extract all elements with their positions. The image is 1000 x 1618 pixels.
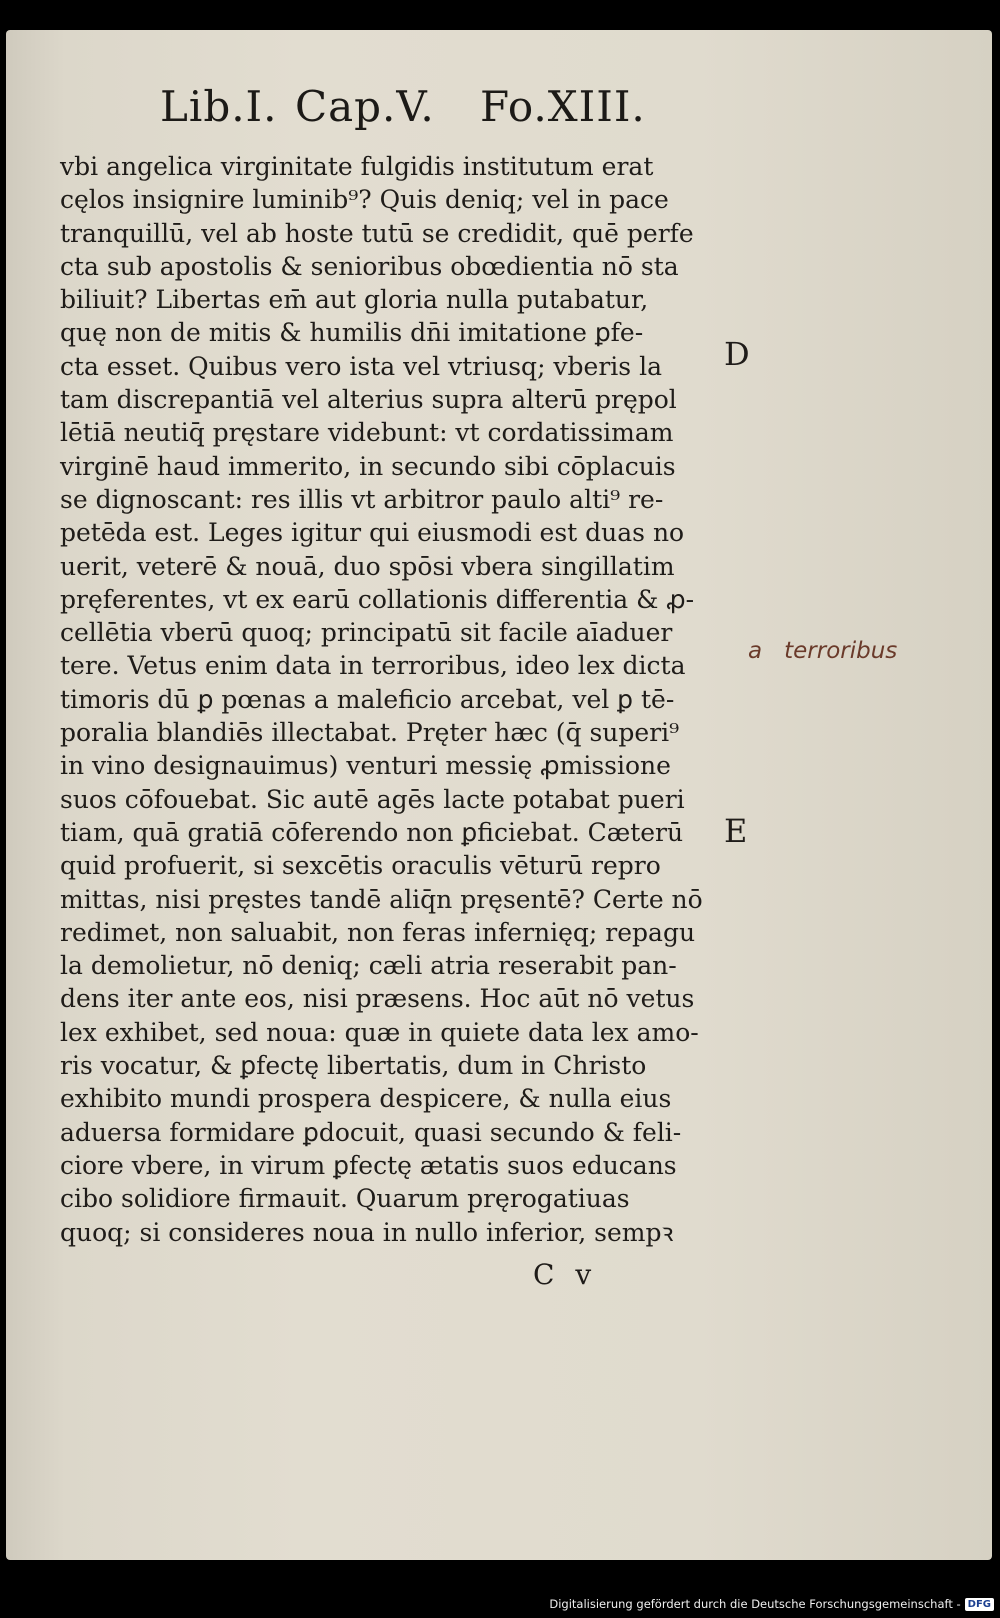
header-folio: Fo.XIII.: [480, 82, 646, 131]
signature-mark: C v: [533, 1258, 598, 1291]
text-line: exhibito mundi prospera despicere, & nulla eius: [60, 1084, 672, 1114]
text-line: suos cōfouebat. Sic autē agēs lacte potabat pueri: [60, 784, 685, 814]
text-line: redimet, non saluabit, non feras infernięq; repagu: [60, 917, 696, 947]
text-line: lētiā neutiq̄ pręstare videbunt: vt cordatissimam: [60, 418, 674, 448]
text-line: quid profuerit, si sexcētis oraculis vēturū repro: [60, 851, 661, 881]
text-line: se dignoscant: res illis vt arbitror paulo alti⁹ re-: [60, 484, 664, 514]
body-text: [60, 150, 720, 1249]
handwritten-mark: a: [748, 638, 763, 664]
text-line: lex exhibet, sed noua: quæ in quiete data lex amo-: [60, 1017, 699, 1047]
text-line: la demolietur, nō deniq; cæli atria reserabit pan-: [60, 951, 677, 981]
header-book: Lib.I.: [160, 82, 278, 131]
text-line: in vino designauimus) venturi messię ꝓmissione: [60, 751, 671, 781]
text-line: tam discrepantiā vel alterius supra alterū prępol: [60, 385, 677, 415]
text-line: uerit, veterē & nouā, duo spōsi vbera singillatim: [60, 551, 675, 581]
handwritten-word: terroribus: [784, 638, 898, 664]
text-line: tranquillū, vel ab hoste tutū se credidit, quē perfe: [60, 218, 694, 248]
text-line: cęlos insignire luminib⁹? Quis deniq; vel in pace: [60, 185, 669, 215]
header-chapter: Cap.V.: [295, 82, 435, 131]
text-line: aduersa formidare ꝑdocuit, quasi secundo & feli-: [60, 1117, 682, 1147]
text-line: dens iter ante eos, nisi præsens. Hoc aūt nō vetus: [60, 984, 695, 1014]
text-line: timoris dū ꝑ pœnas a maleficio arcebat, vel ꝑ tē-: [60, 684, 675, 714]
text-line: cellētia vberū quoq; principatū sit facile aīaduer: [60, 618, 673, 648]
handwritten-margin-note: [748, 638, 897, 664]
text-line: quę non de mitis & humilis dn̄i imitatione ꝑfe-: [60, 318, 644, 348]
text-line: quoq; si consideres noua in nullo inferior, sempꝛ: [60, 1217, 674, 1247]
text-line: cta esset. Quibus vero ista vel vtriusq; vberis la: [60, 351, 662, 381]
footer-text: Digitalisierung gefördert durch die Deutsche Forschungsgemeinschaft -: [549, 1597, 961, 1611]
text-line: mittas, nisi pręstes tandē aliq̄n pręsentē? Certe nō: [60, 884, 703, 914]
text-line: petēda est. Leges igitur qui eiusmodi est duas no: [60, 518, 685, 548]
margin-letter-e: E: [724, 812, 748, 850]
text-line: pręferentes, vt ex earū collationis differentia & ꝓ-: [60, 584, 695, 614]
text-line: vbi angelica virginitate fulgidis institutum erat: [60, 152, 654, 181]
text-line: poralia blandiēs illectabat. Pręter hæc (q̄ superi⁹: [60, 718, 680, 748]
text-line: ris vocatur, & ꝑfectę libertatis, dum in Christo: [60, 1051, 647, 1081]
footer-credit: [549, 1594, 994, 1614]
margin-letter-d: D: [724, 335, 750, 373]
dfg-logo-icon: DFG: [965, 1598, 994, 1611]
text-line: tere. Vetus enim data in terroribus, ideo lex dicta: [60, 651, 686, 681]
text-line: tiam, quā gratiā cōferendo non ꝑficiebat. Cæterū: [60, 817, 684, 847]
running-header: [160, 82, 650, 142]
text-line: cibo solidiore firmauit. Quarum pręrogatiuas: [60, 1184, 630, 1214]
text-line: biliuit? Libertas em̄ aut gloria nulla putabatur,: [60, 285, 649, 315]
text-line: cta sub apostolis & senioribus obœdientia nō sta: [60, 251, 679, 281]
text-line: ciore vbere, in virum ꝑfectę ætatis suos educans: [60, 1150, 677, 1180]
text-line: virginē haud immerito, in secundo sibi cōplacuis: [60, 451, 676, 481]
